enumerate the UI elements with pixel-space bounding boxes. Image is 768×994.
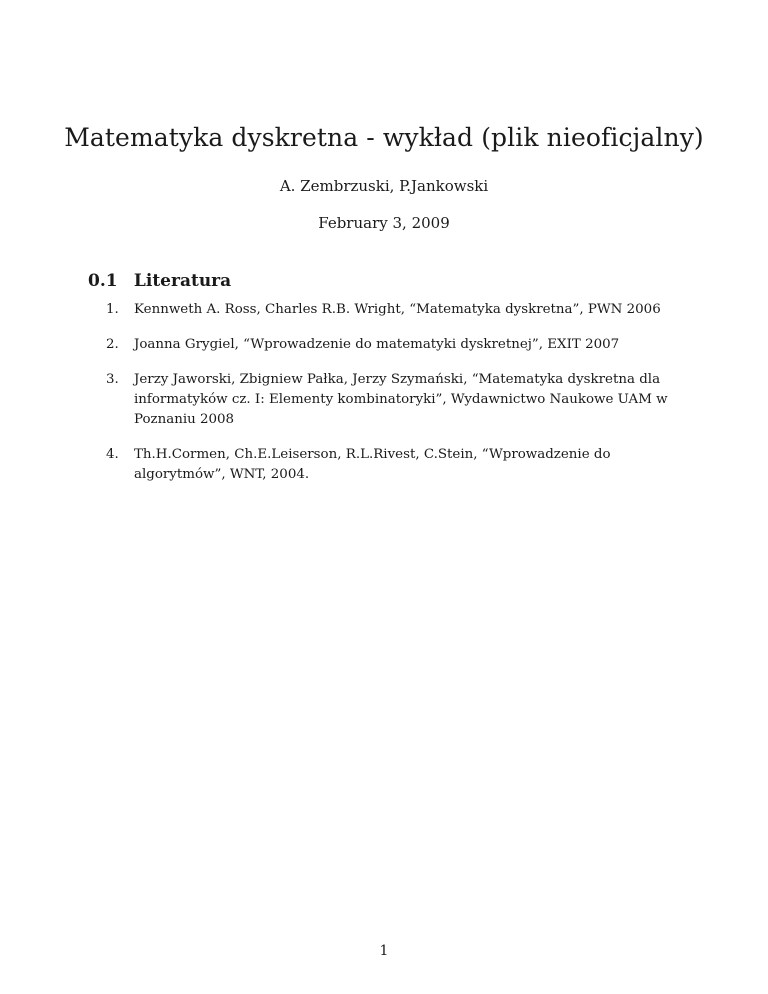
reference-number: 2. xyxy=(106,337,119,352)
reference-item xyxy=(106,445,674,485)
reference-text: Joanna Grygiel, “Wprowadzenie do matematyki dyskretnej”, EXIT 2007 xyxy=(134,337,620,352)
reference-number: 1. xyxy=(106,302,119,317)
reference-text: Th.H.Cormen, Ch.E.Leiserson, R.L.Rivest, C.Stein, “Wprowadzenie do algorytmów”, WNT, 2004. xyxy=(134,447,611,482)
reference-item xyxy=(106,300,674,320)
document-date: February 3, 2009 xyxy=(318,214,450,232)
reference-item xyxy=(106,370,674,430)
reference-text: Kennweth A. Ross, Charles R.B. Wright, “Matematyka dyskretna”, PWN 2006 xyxy=(134,302,661,317)
page-number: 1 xyxy=(379,943,389,959)
section-title: Literatura xyxy=(133,271,232,291)
document-title: Matematyka dyskretna - wykład (plik nieoficjalny) xyxy=(64,123,704,152)
reference-item xyxy=(106,335,674,355)
section-heading xyxy=(88,270,231,292)
reference-list xyxy=(106,300,674,500)
document-authors: A. Zembrzuski, P.Jankowski xyxy=(279,177,489,195)
section-number: 0.1 xyxy=(88,271,118,291)
reference-text: Jerzy Jaworski, Zbigniew Pałka, Jerzy Szymański, “Matematyka dyskretna dla informatyków cz. I: Elementy kombinatoryki”, Wydawnictwo Naukowe UAM w Poznaniu 2008 xyxy=(134,372,668,427)
reference-number: 4. xyxy=(106,447,119,462)
reference-number: 3. xyxy=(106,372,119,387)
